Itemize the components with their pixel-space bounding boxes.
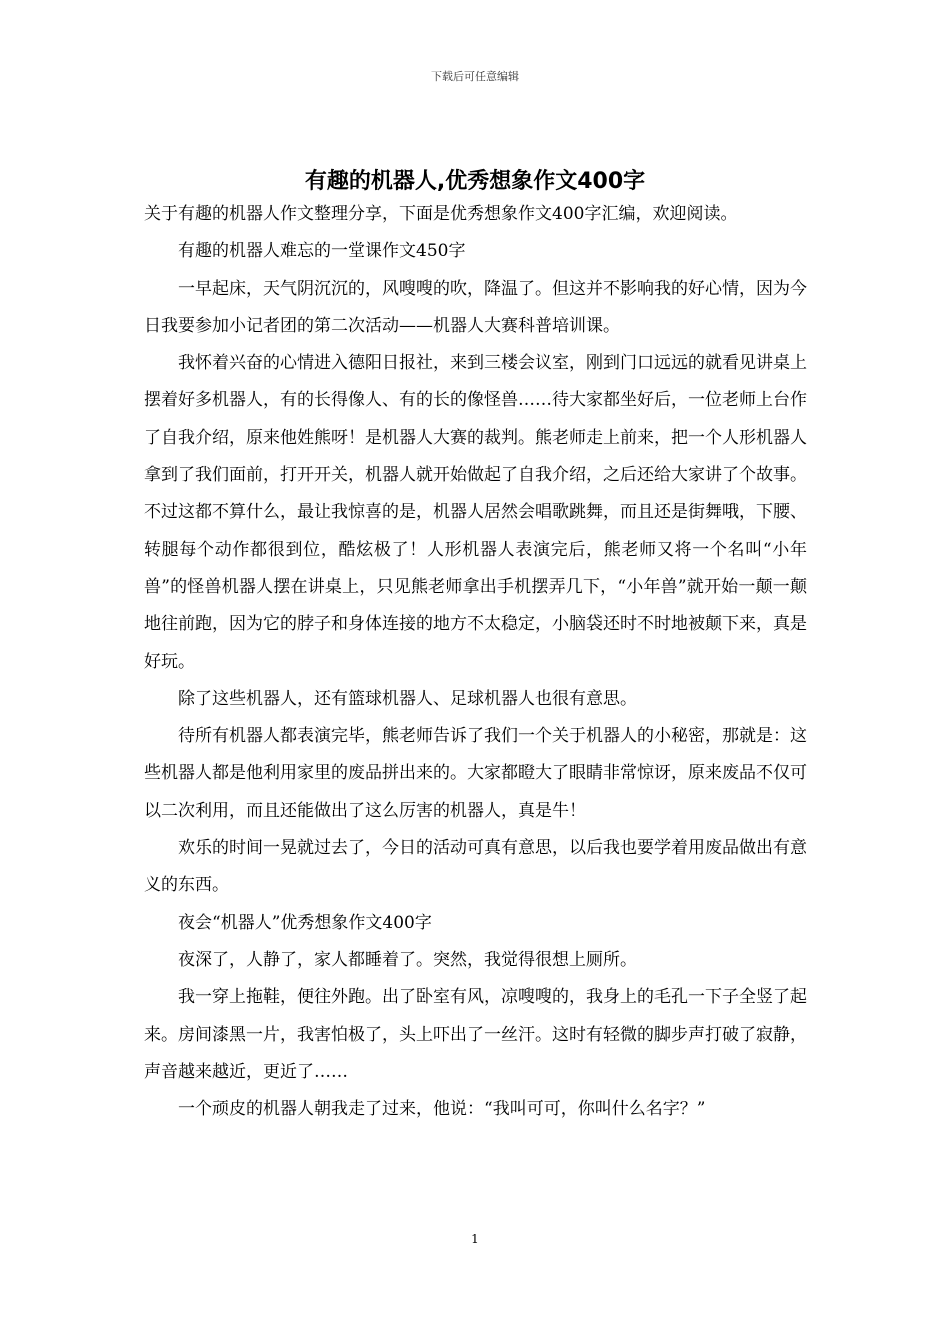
paragraph: 欢乐的时间一晃就过去了，今日的活动可真有意思，以后我也要学着用废品做出有意义的东西。	[144, 838, 807, 896]
paragraph: 我一穿上拖鞋，便往外跑。出了卧室有风，凉嗖嗖的，我身上的毛孔一下子全竖了起来。房间漆黑一片，我害怕极了，头上吓出了一丝汗。这时有轻微的脚步声打破了寂静，声音越来越近，更近了……	[144, 987, 807, 1082]
intro-paragraph: 关于有趣的机器人作文整理分享，下面是优秀想象作文400字汇编，欢迎阅读。	[144, 204, 738, 224]
paragraph: 我怀着兴奋的心情进入德阳日报社，来到三楼会议室，刚到门口远远的就看见讲桌上摆着好多机器人，有的长得像人、有的长的像怪兽……待大家都坐好后，一位老师上台作了自我介绍，原来他姓熊呀！是机器人大赛的裁判。熊老师走上前来，把一个人形机器人拿到了我们面前，打开开关，机器人就开始做起了自我介绍，之后还给大家讲了个故事。不过这都不算什么，最让我惊喜的是，机器人居然会唱歌跳舞，而且还是街舞哦，下腰、转腿每个动作都很到位，酷炫极了！人形机器人表演完后，熊老师又将一个名叫“小年兽”的怪兽机器人摆在讲桌上，只见熊老师拿出手机摆弄几下，“小年兽”就开始一颠一颠地往前跑，因为它的脖子和身体连接的地方不太稳定，小脑袋还时不时地被颠下来，真是好玩。	[144, 353, 807, 672]
paragraph: 夜深了，人静了，家人都睡着了。突然，我觉得很想上厕所。	[178, 949, 637, 970]
paragraph: 一早起床，天气阴沉沉的，风嗖嗖的吹，降温了。但这并不影响我的好心情，因为今日我要参加小记者团的第二次活动——机器人大赛科普培训课。	[144, 278, 807, 336]
paragraph: 一个顽皮的机器人朝我走了过来，他说：“我叫可可，你叫什么名字？”	[178, 1099, 706, 1120]
section-heading-2: 夜会“机器人”优秀想象作文400字	[178, 912, 432, 933]
paragraph: 待所有机器人都表演完毕，熊老师告诉了我们一个关于机器人的小秘密，那就是：这些机器人都是他利用家里的废品拼出来的。大家都瞪大了眼睛非常惊讶，原来废品不仅可以二次利用，而且还能做出了这么厉害的机器人，真是牛！	[144, 726, 807, 821]
page-number: 1	[471, 1232, 479, 1246]
page-header-note: 下载后可任意编辑	[431, 70, 519, 83]
paragraph: 除了这些机器人，还有篮球机器人、足球机器人也很有意思。	[178, 688, 637, 709]
document-title: 有趣的机器人,优秀想象作文400字	[304, 168, 646, 194]
section-heading-1: 有趣的机器人难忘的一堂课作文450字	[178, 241, 466, 262]
document-body	[144, 196, 807, 1128]
